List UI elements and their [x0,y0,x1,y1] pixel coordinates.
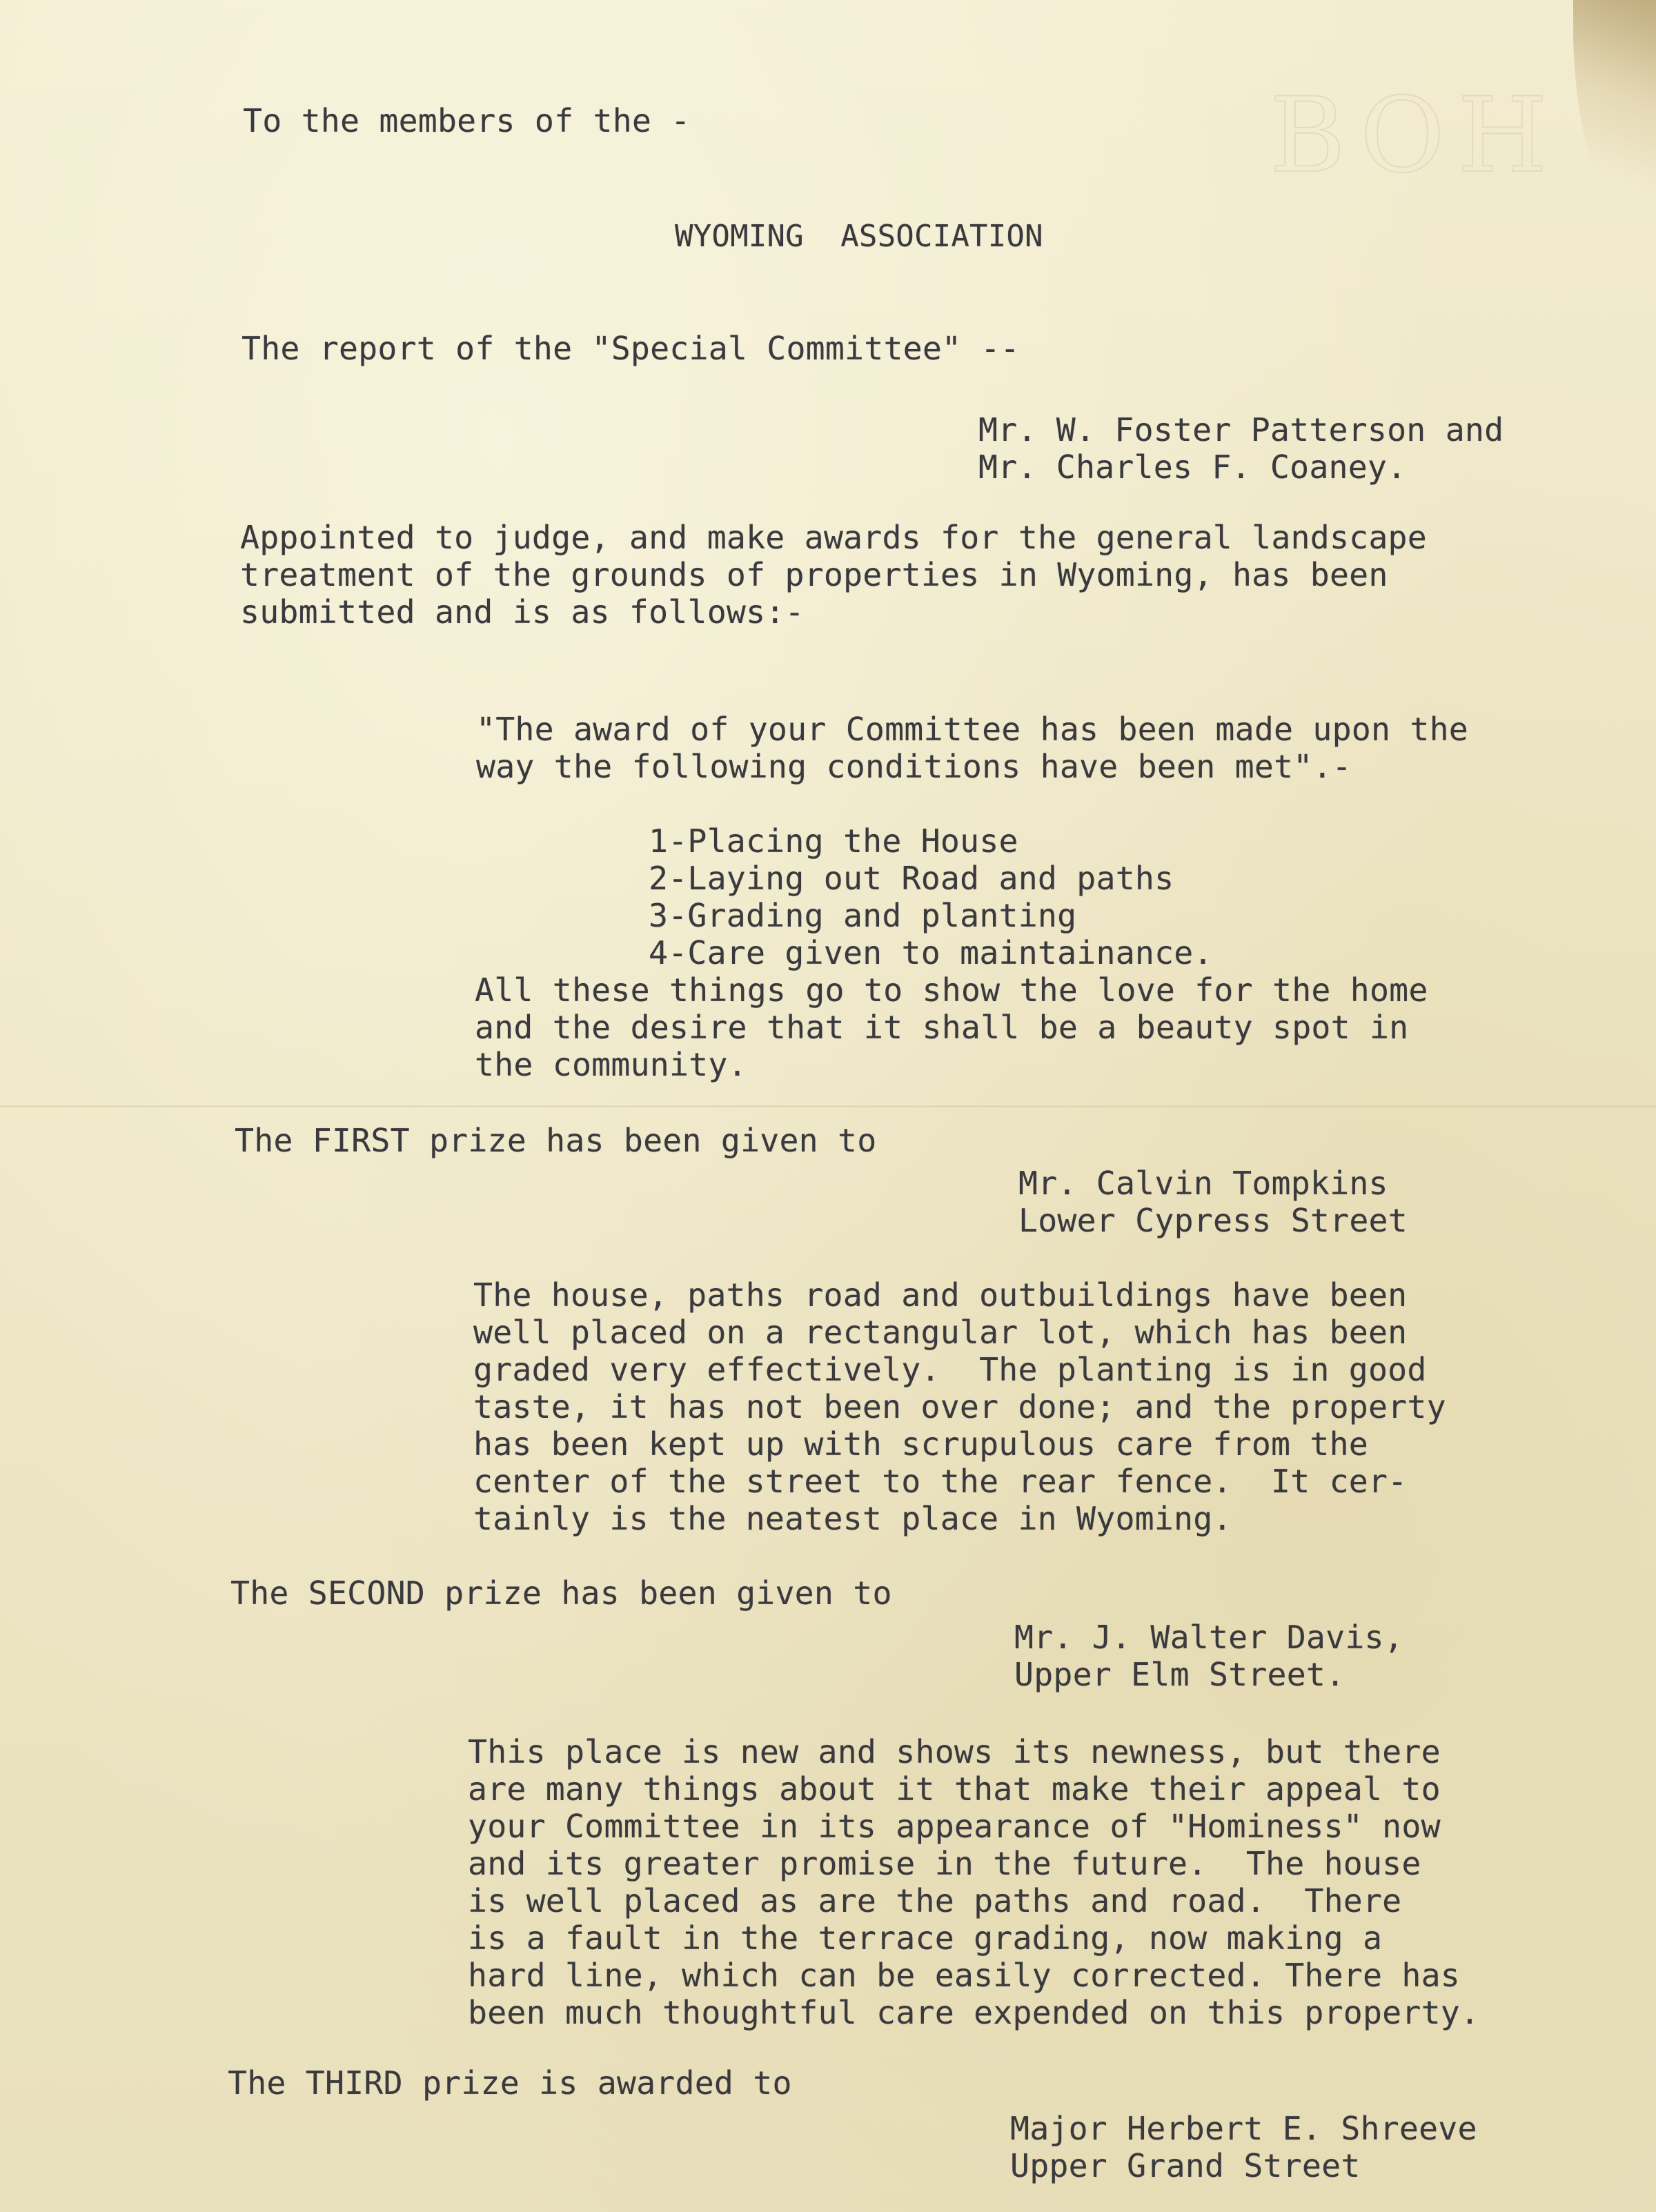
first-prize-description-line: tainly is the neatest place in Wyoming. [473,1500,1232,1537]
second-prize-description-line: This place is new and shows its newness, but there [468,1733,1441,1770]
second-prize-description-line: is a fault in the terrace grading, now making a [468,1919,1383,1957]
summary-line-2: and the desire that it shall be a beauty spot in [475,1009,1409,1046]
second-prize-winner-address: Upper Elm Street. [1014,1656,1346,1693]
paper-fold-line [0,1105,1656,1107]
second-prize-winner-name: Mr. J. Walter Davis, [1014,1619,1403,1656]
condition-item: 4-Care given to maintainance. [649,934,1213,971]
paper-corner-curl [1573,0,1656,235]
first-prize-description-line: taste, it has not been over done; and the property [473,1388,1446,1425]
second-prize-description-line: your Committee in its appearance of "Hominess" now [468,1808,1441,1845]
first-prize-description-line: center of the street to the rear fence. It cer- [473,1463,1408,1500]
second-prize-description-line: hard line, which can be easily corrected. There has [468,1957,1460,1994]
second-prize-description-line: are many things about it that make their appeal to [468,1770,1441,1808]
first-prize-winner-address: Lower Cypress Street [1018,1202,1408,1239]
first-prize-winner-name: Mr. Calvin Tompkins [1018,1165,1388,1202]
appointment-line-3: submitted and is as follows:- [240,593,805,631]
third-prize-winner-address: Upper Grand Street [1010,2147,1361,2184]
third-prize-winner-name: Major Herbert E. Shreeve [1010,2110,1477,2147]
appointment-line-1: Appointed to judge, and make awards for the general landscape [240,519,1427,556]
appointment-line-2: treatment of the grounds of properties in Wyoming, has been [240,556,1388,593]
award-basis-line-2: way the following conditions have been met".- [476,748,1352,785]
condition-item: 3-Grading and planting [649,897,1077,934]
third-prize-heading: The THIRD prize is awarded to [228,2064,792,2102]
first-prize-description-line: The house, paths road and outbuildings have been [473,1276,1408,1314]
report-intro: The report of the "Special Committee" -- [241,330,1020,367]
award-basis-line-1: "The award of your Committee has been made upon the [476,711,1468,748]
second-prize-description-line: is well placed as are the paths and road. There [468,1882,1402,1919]
first-prize-description-line: graded very effectively. The planting is in good [473,1351,1427,1388]
condition-item: 1-Placing the House [649,822,1018,860]
condition-item: 2-Laying out Road and paths [649,860,1174,897]
association-title: WYOMING ASSOCIATION [675,219,1043,254]
second-prize-description-line: been much thoughtful care expended on this property. [468,1994,1480,2031]
embossed-seal-mark: BOH [1270,76,1560,196]
committee-member-1: Mr. W. Foster Patterson and [978,411,1504,448]
summary-line-3: the community. [475,1046,747,1083]
first-prize-heading: The FIRST prize has been given to [235,1122,877,1159]
summary-line-1: All these things go to show the love for the home [475,971,1428,1009]
second-prize-heading: The SECOND prize has been given to [230,1574,892,1612]
salutation: To the members of the - [243,102,691,139]
committee-member-2: Mr. Charles F. Coaney. [978,448,1407,486]
first-prize-description-line: has been kept up with scrupulous care from the [473,1425,1368,1463]
second-prize-description-line: and its greater promise in the future. The house [468,1845,1421,1882]
first-prize-description-line: well placed on a rectangular lot, which has been [473,1314,1408,1351]
